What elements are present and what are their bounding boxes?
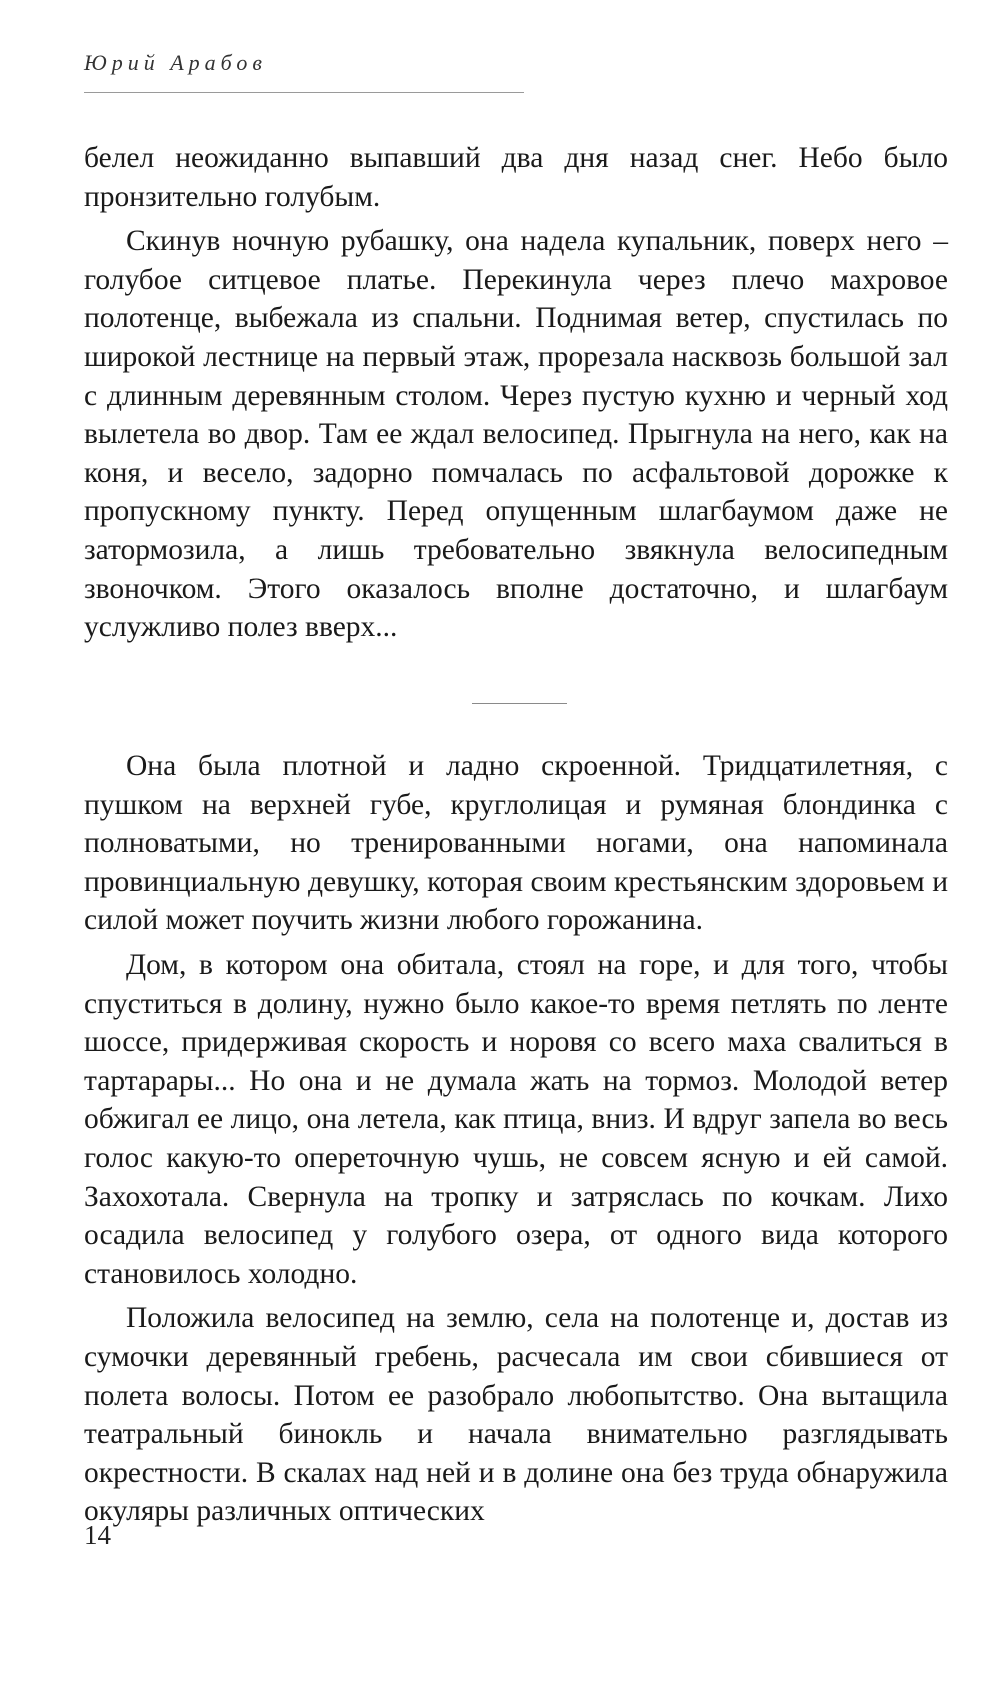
paragraph: Скинув ночную рубашку, она надела купальник, поверх него – голубое ситцевое платье. Перекинула через плечо махровое полотенце, выбежала из спальни. Поднимая ветер, спустилась по широкой лестнице на первый этаж, прорезала насквозь большой зал с длинным деревянным столом. Через пустую кухню и черный ход вылетела во двор. Там ее ждал велосипед. Прыгнула на него, как на коня, и весело, задорно помчалась по асфальтовой дорожке к пропускному пункту. Перед опущенным шлагбаумом даже не затормозила, а лишь требовательно звякнула велосипедным звоночком. Этого оказалось вполне достаточно, и шлагбаум услужливо полез вверх... <box>84 225 948 644</box>
page-number: 14 <box>84 1520 111 1550</box>
section-break-rule <box>472 703 567 704</box>
paragraph: Она была плотной и ладно скроенной. Тридцатилетняя, с пушком на верхней губе, круглолицая и румяная блондинка с полноватыми, но тренированными ногами, она напоминала провинциальную девушку, которая своим крестьянским здоровьем и силой может поучить жизни любого горожанина. <box>84 750 948 937</box>
text-block-1 <box>84 139 948 647</box>
running-head-author: Юрий Арабов <box>84 50 267 75</box>
paragraph: белел неожиданно выпавший два дня назад снег. Небо было пронзительно голубым. <box>84 142 948 213</box>
paragraph: Положила велосипед на землю, села на полотенце и, достав из сумочки деревянный гребень, расчесала им свои сбившиеся от полета волосы. Потом ее разобрало любопытство. Она вытащила театральный бинокль и начала внимательно разглядывать окрестности. В скалах над ней и в долине она без труда обнаружила окуляры различных оптических <box>84 1302 948 1528</box>
text-block-2 <box>84 747 948 1531</box>
header-rule <box>84 92 524 93</box>
paragraph: Дом, в котором она обитала, стоял на горе, и для того, чтобы спуститься в долину, нужно было какое-то время петлять по ленте шоссе, придерживая скорость и норовя со всего маха свалиться в тартарары... Но она и не думала жать на тормоз. Молодой ветер обжигал ее лицо, она летела, как птица, вниз. И вдруг запела во весь голос какую-то опереточную чушь, не совсем ясную и ей самой. Захохотала. Свернула на тропку и затряслась по кочкам. Лихо осадила велосипед у голубого озера, от одного вида которого становилось холодно. <box>84 948 948 1290</box>
